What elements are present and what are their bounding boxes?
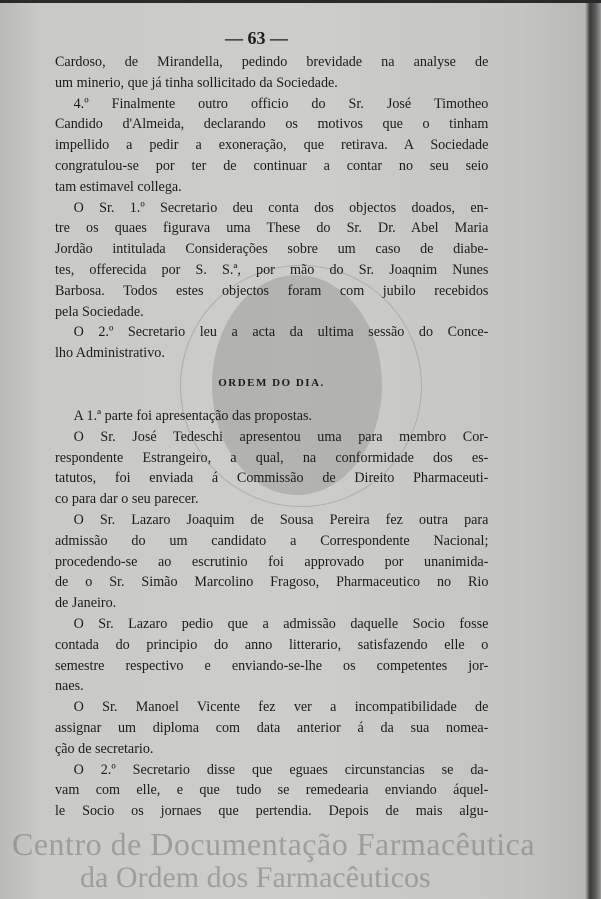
- text-line: A 1.ª parte foi apresentação das propostas.: [73, 406, 313, 424]
- text-line: Jordão intitulada Considerações sobre um caso de diabe-: [55, 240, 489, 258]
- text-line: co para dar o seu parecer.: [55, 490, 199, 508]
- text-line: Barbosa. Todos estes objectos foram com jubilo recebidos: [55, 281, 489, 299]
- text-line: tam estimavel collega.: [55, 177, 182, 195]
- text-line: tes, offerecida por S. S.ª, por mão do Sr. Joaqnim Nunes: [55, 260, 489, 278]
- section-heading: ORDEM DO DIA.: [218, 376, 325, 389]
- text-line: Cardoso, de Mirandella, pedindo brevidade na analyse de: [55, 53, 489, 70]
- text-line: O Sr. José Tedeschi apresentou uma para membro Cor-: [73, 427, 489, 445]
- text-line: admissão do um candidato a Correspondente Nacional;: [55, 531, 489, 549]
- text-line: O Sr. Lazaro Joaquim de Sousa Pereira fez outra para: [73, 510, 489, 528]
- page-number: — 63 —: [225, 28, 288, 48]
- watermark-text-line1: Centro de Documentação Farmacêutica: [12, 826, 536, 862]
- body-part1: [55, 52, 488, 364]
- text-line: contada do principio do anno litterario, satisfazendo elle o: [55, 635, 489, 653]
- scan-top-edge: [0, 0, 601, 3]
- text-line: O 2.º Secretario leu a acta da ultima sessão do Conce-: [73, 323, 489, 341]
- text-line: O Sr. Manoel Vicente fez ver a incompatibilidade de: [73, 698, 489, 716]
- page-body: [55, 52, 488, 822]
- text-line: respondente Estrangeiro, a qual, na conformidade dos es-: [55, 448, 489, 466]
- text-line: O Sr. 1.º Secretario deu conta dos objectos doados, en-: [73, 198, 489, 216]
- text-line: impellido a pedir a exoneração, que retirava. A Sociedade: [55, 136, 489, 154]
- text-line: vam com elle, e que tudo se remedearia enviando áquel-: [55, 781, 489, 799]
- text-line: le Socio os jornaes que pertendia. Depois de mais algu-: [55, 802, 489, 820]
- text-line: um minerio, que já tinha sollicitado da Sociedade.: [55, 73, 338, 91]
- text-line: Candido d'Almeida, declarando os motivos que o tinham: [55, 115, 489, 133]
- text-line: congratulou-se por ter de continuar a contar no seu seio: [55, 156, 489, 174]
- text-line: pela Sociedade.: [55, 302, 144, 320]
- text-line: tatutos, foi enviada á Commissão de Direito Pharmaceuti-: [55, 469, 489, 487]
- text-line: O Sr. Lazaro pedio que a admissão daquelle Socio fosse: [73, 614, 489, 632]
- text-line: de Janeiro.: [55, 594, 117, 612]
- text-line: semestre respectivo e enviando-se-lhe os competentes jor-: [55, 656, 489, 674]
- text-line: procedendo-se ao escrutinio foi approvado por unanimida-: [55, 552, 489, 570]
- text-line: tre os quaes figurava uma These do Sr. Dr. Abel Maria: [55, 219, 489, 237]
- text-line: ção de secretario.: [55, 739, 154, 757]
- body-part2: [55, 406, 488, 822]
- text-line: O 2.º Secretario disse que eguaes circunstancias se da-: [73, 760, 489, 778]
- text-line: lho Administrativo.: [55, 344, 165, 362]
- text-line: naes.: [55, 677, 84, 695]
- watermark-text-line2: da Ordem dos Farmacêuticos: [80, 861, 431, 894]
- text-line: de o Sr. Simão Marcolino Fragoso, Pharmaceutico no Rio: [55, 573, 489, 591]
- text-line: 4.º Finalmente outro officio do Sr. José Timotheo: [73, 94, 489, 112]
- text-line: assignar um diploma com data anterior á da sua nomea-: [55, 718, 489, 736]
